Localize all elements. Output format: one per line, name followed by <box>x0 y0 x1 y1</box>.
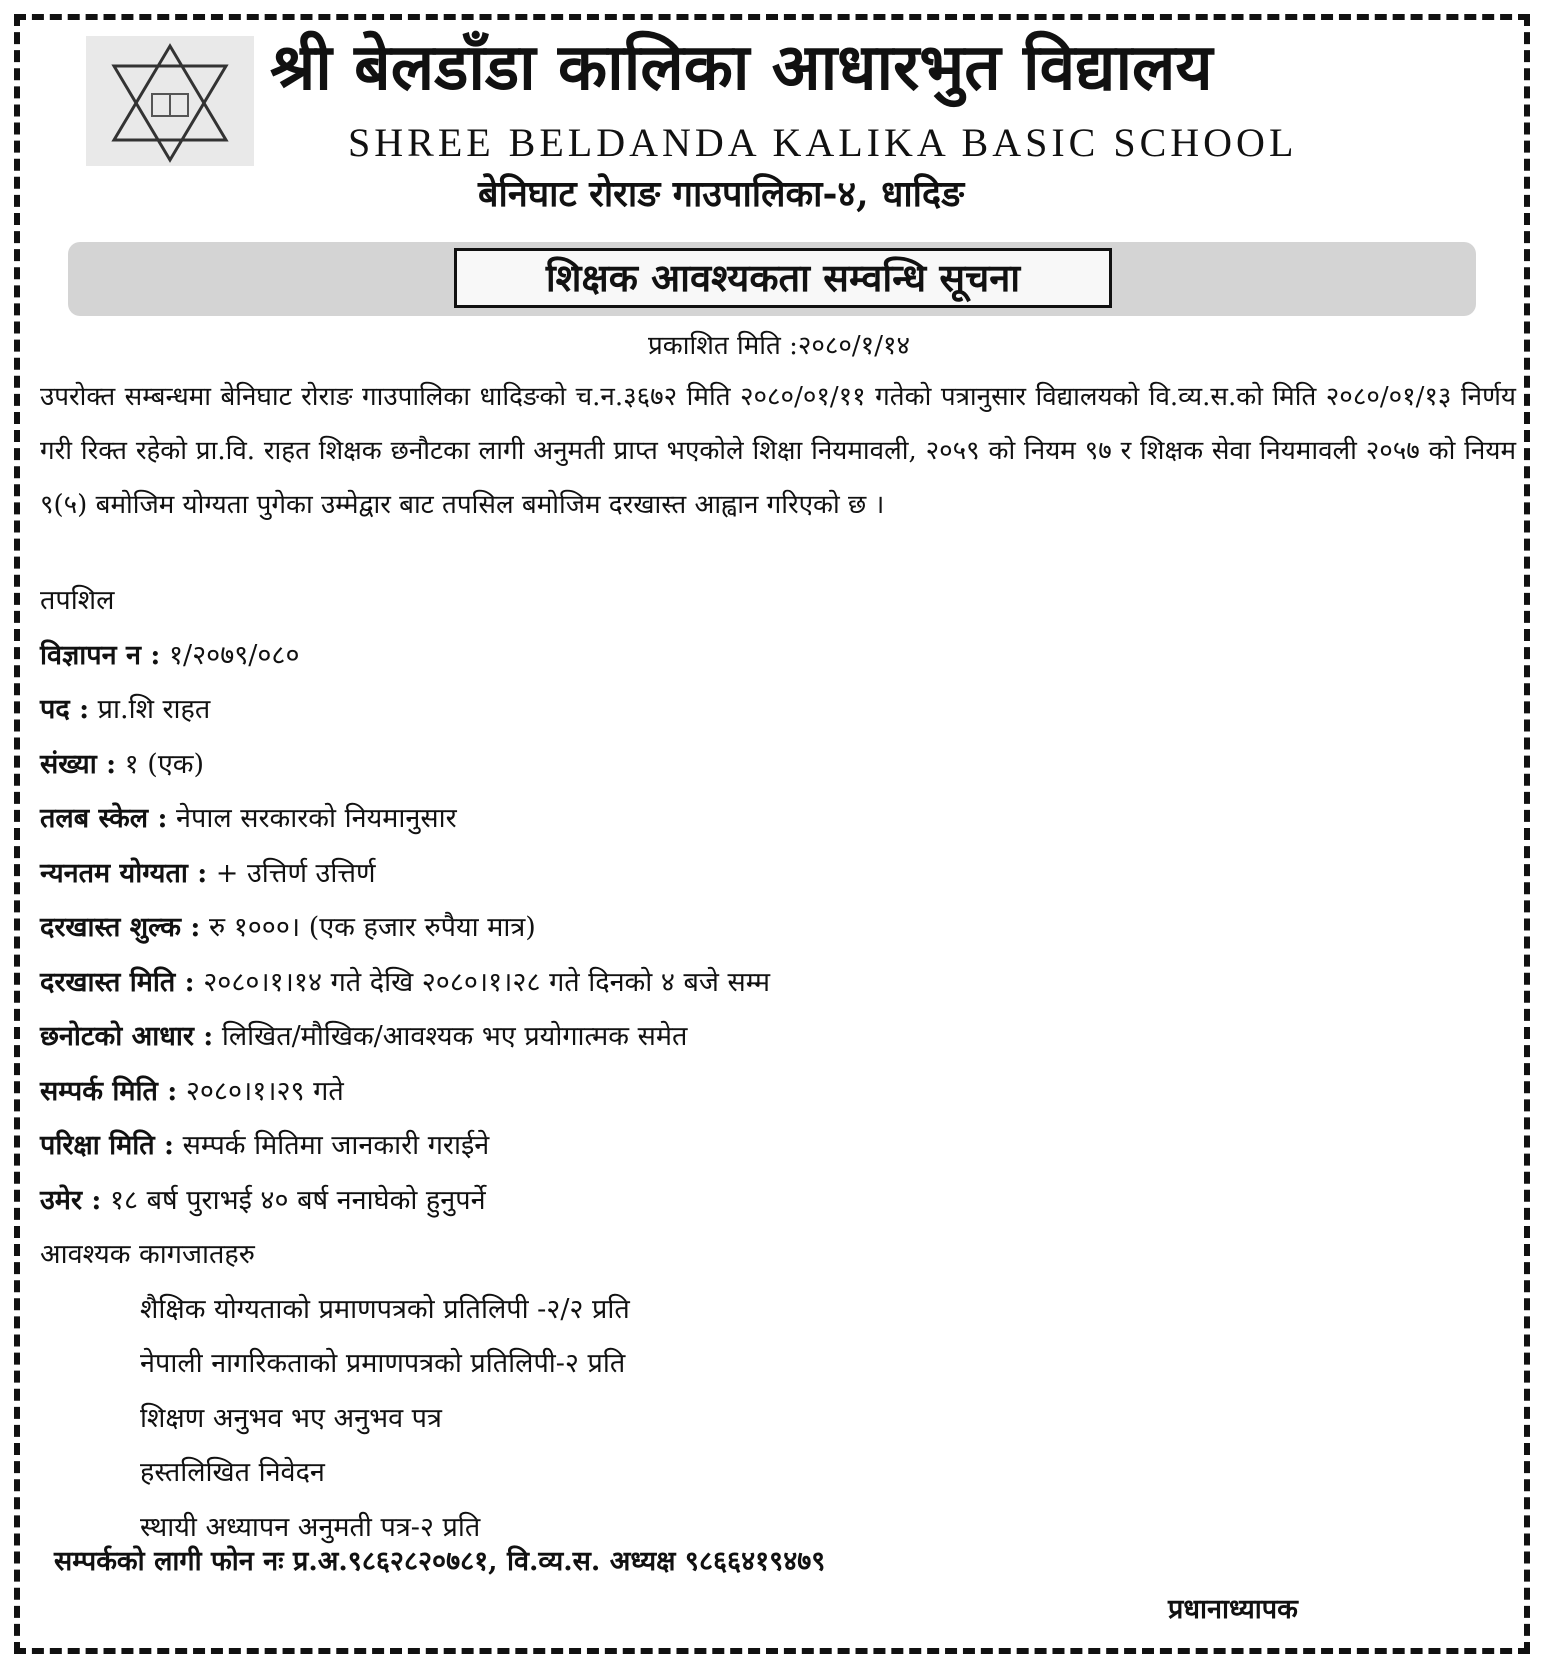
document-item: स्थायी अध्यापन अनुमती पत्र-२ प्रति <box>140 1511 481 1543</box>
documents-heading: आवश्यक कागजातहरु <box>40 1239 255 1270</box>
detail-label: पद : <box>40 694 90 725</box>
contact-phone: सम्पर्कको लागी फोन नः प्र.अ.९८६२८२०७८१, वि.व्य.स. अध्यक्ष ९८६६४१९४७९ <box>54 1546 826 1577</box>
published-date: प्रकाशित मिति :२०८०/१/१४ <box>647 331 910 361</box>
detail-value: २०८०।१।२९ गते <box>185 1075 344 1107</box>
detail-row-fee <box>40 901 1240 956</box>
detail-row-qualification <box>40 847 1240 902</box>
detail-value: लिखित/मौखिक/आवश्यक भए प्रयोगात्मक समेत <box>221 1021 688 1052</box>
detail-row-age <box>40 1174 1240 1229</box>
detail-value: नेपाल सरकारको नियमानुसार <box>176 803 457 834</box>
star-of-david-emblem-icon <box>86 151 254 170</box>
document-item: नेपाली नागरिकताको प्रमाणपत्रको प्रतिलिपी-२ प्रति <box>140 1348 626 1379</box>
detail-label: न्यनतम योग्यता : <box>40 857 208 889</box>
detail-label: तलब स्केल : <box>40 803 168 834</box>
detail-label: परिक्षा मिति : <box>40 1130 175 1161</box>
school-name-nepali: श्री बेलडाँडा कालिका आधारभुत विद्यालय <box>270 30 1213 105</box>
detail-label: दरखास्त मिति : <box>40 966 195 998</box>
details-section <box>40 574 1240 1555</box>
detail-value: १/२०७९/०८० <box>168 639 300 671</box>
detail-label: उमेर : <box>40 1184 102 1216</box>
signature-title: प्रधानाध्यापक <box>1168 1594 1298 1625</box>
document-item: शैक्षिक योग्यताको प्रमाणपत्रको प्रतिलिपी -२/२ प्रति <box>140 1293 630 1325</box>
school-address: बेनिघाट रोराङ गाउपालिका-४, धादिङ <box>478 173 965 215</box>
school-logo <box>86 36 254 166</box>
detail-value: १ (एक) <box>124 748 205 780</box>
detail-label: दरखास्त शुल्क : <box>40 912 201 943</box>
intro-paragraph: उपरोक्त सम्बन्धमा बेनिघाट रोराङ गाउपालिका धादिङको च.न.३६७२ मिति २०८०/०१/११ गतेको पत्रानुसार विद्यालयको वि.व्य.स.को मिति २०८०/०१/१३ निर्णय गरी रिक्त रहेको प्रा.वि. राहत शिक्षक छनौटका लागी अनुमती प्राप्त भएकोले शिक्षा नियमावली, २०५९ को नियम ९७ र शिक्षक सेवा नियमावली २०५७ को नियम ९(५) बमोजिम योग्यता पुगेका उम्मेद्वार बाट तपसिल बमोजिम दरखास्त आह्वान गरिएको छ । <box>40 382 1516 520</box>
detail-value: १८ बर्ष पुराभई ४० बर्ष ननाघेको हुनुपर्ने <box>109 1184 486 1216</box>
details-heading: तपशिल <box>40 585 115 616</box>
detail-label: सम्पर्क मिति : <box>40 1075 178 1107</box>
detail-row-post <box>40 683 1240 738</box>
detail-value: + उत्तिर्ण उत्तिर्ण <box>215 857 376 889</box>
detail-value: प्रा.शि राहत <box>97 694 211 725</box>
detail-label: संख्या : <box>40 748 117 780</box>
detail-row-count <box>40 738 1240 793</box>
detail-value: सम्पर्क मितिमा जानकारी गराईने <box>182 1130 490 1161</box>
detail-value: २०८०।१।१४ गते देखि २०८०।१।२८ गते दिनको ४ बजे सम्म <box>203 966 770 998</box>
detail-row-application-date <box>40 956 1240 1011</box>
detail-label: विज्ञापन न : <box>40 639 161 671</box>
document-item: हस्तलिखित निवेदन <box>140 1457 325 1488</box>
documents-list <box>40 1283 1240 1556</box>
detail-value: रु १०००। (एक हजार रुपैया मात्र) <box>209 912 536 943</box>
detail-row-salary <box>40 792 1240 847</box>
detail-row-exam-date <box>40 1119 1240 1174</box>
detail-row-contact-date <box>40 1065 1240 1120</box>
detail-row-ad-number <box>40 629 1240 684</box>
school-name-english: SHREE BELDANDA KALIKA BASIC SCHOOL <box>348 120 1298 165</box>
document-item: शिक्षण अनुभव भए अनुभव पत्र <box>140 1402 442 1434</box>
detail-row-selection-basis <box>40 1010 1240 1065</box>
notice-title: शिक्षक आवश्यकता सम्वन्धि सूचना <box>454 248 1112 308</box>
detail-label: छनोटको आधार : <box>40 1021 214 1052</box>
